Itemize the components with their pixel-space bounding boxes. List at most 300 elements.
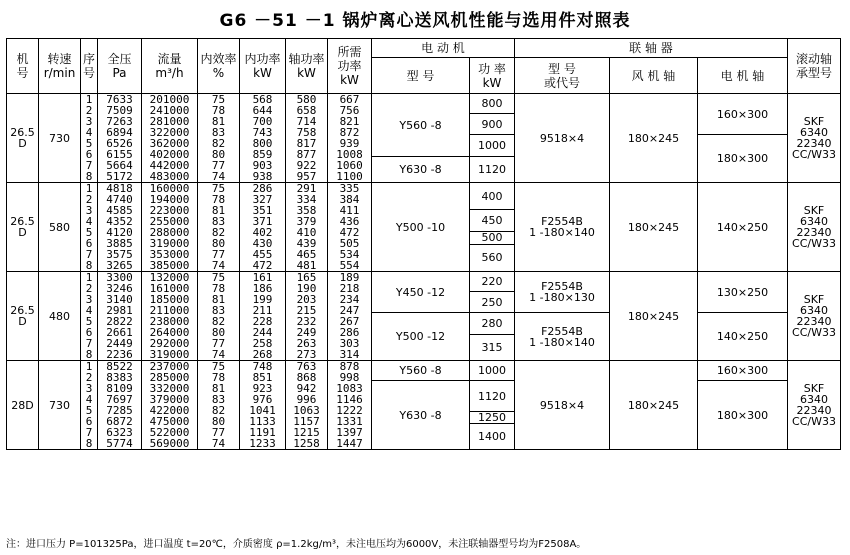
motor-shaft: 140×250 [698, 313, 788, 361]
value-shaft_power: 358 [296, 204, 317, 217]
header-speed: 转速 r/min [39, 39, 81, 94]
value-pressure: 4585 [106, 204, 133, 217]
value-eff: 83 [211, 393, 226, 406]
required-power-list [328, 361, 372, 450]
header-motor-power: 功 率 kW [470, 58, 515, 94]
value-eff: 77 [211, 426, 226, 439]
value-seq: 2 [85, 193, 93, 206]
value-required_power: 303 [339, 337, 360, 350]
value-inner_power: 748 [252, 360, 273, 373]
value-flow: 442000 [149, 159, 190, 172]
value-eff: 77 [211, 337, 226, 350]
value-eff: 82 [211, 137, 226, 150]
motor-power: 280 [470, 313, 515, 335]
value-pressure: 8522 [106, 360, 133, 373]
value-eff: 81 [211, 115, 226, 128]
value-inner_power: 743 [252, 126, 273, 139]
value-seq: 7 [85, 159, 93, 172]
header-motor-shaft: 电 机 轴 [698, 58, 788, 94]
inner-power-list [240, 183, 286, 272]
value-required_power: 872 [339, 126, 360, 139]
value-shaft_power: 334 [296, 193, 317, 206]
motor-power: 900 [470, 114, 515, 135]
machine-no: 26.5 D [7, 272, 39, 361]
header-motor: 电 动 机 [372, 39, 515, 58]
motor-shaft: 140×250 [698, 183, 788, 272]
value-pressure: 3575 [106, 248, 133, 261]
value-flow: 285000 [149, 371, 190, 384]
value-shaft_power: 273 [296, 348, 317, 361]
value-seq: 3 [85, 115, 93, 128]
shaft-power-list [286, 183, 328, 272]
value-required_power: 878 [339, 360, 360, 373]
motor-model: Y630 -8 [372, 157, 470, 183]
value-flow: 288000 [149, 226, 190, 239]
value-seq: 1 [85, 182, 93, 195]
header-inner-power: 内功率 kW [240, 39, 286, 94]
value-pressure: 7263 [106, 115, 133, 128]
value-flow: 264000 [149, 326, 190, 339]
performance-table [6, 38, 841, 450]
pressure-list [98, 272, 142, 361]
motor-shaft: 180×300 [698, 135, 788, 183]
value-flow: 319000 [149, 237, 190, 250]
coupling-model: F2554B 1 -180×140 [515, 183, 610, 272]
motor-model: Y500 -10 [372, 183, 470, 272]
value-pressure: 7509 [106, 104, 133, 117]
value-seq: 8 [85, 437, 93, 450]
value-inner_power: 430 [252, 237, 273, 250]
value-shaft_power: 1157 [293, 415, 320, 428]
value-eff: 78 [211, 104, 226, 117]
motor-power: 400 [470, 183, 515, 210]
eff-list [198, 183, 240, 272]
value-seq: 6 [85, 237, 93, 250]
header-coupling: 联 轴 器 [515, 39, 788, 58]
value-shaft_power: 379 [296, 215, 317, 228]
value-seq: 8 [85, 348, 93, 361]
value-seq: 4 [85, 304, 93, 317]
value-pressure: 2822 [106, 315, 133, 328]
value-shaft_power: 263 [296, 337, 317, 350]
value-shaft_power: 190 [296, 282, 317, 295]
coupling-model: F2554B 1 -180×140 [515, 313, 610, 361]
value-shaft_power: 868 [296, 371, 317, 384]
speed: 730 [39, 94, 81, 183]
value-seq: 4 [85, 215, 93, 228]
motor-shaft: 160×300 [698, 94, 788, 135]
eff-list [198, 272, 240, 361]
inner-power-list [240, 361, 286, 450]
value-inner_power: 351 [252, 204, 273, 217]
value-required_power: 1397 [336, 426, 363, 439]
value-eff: 74 [211, 437, 226, 450]
pressure-list [98, 361, 142, 450]
fan-shaft: 180×245 [610, 361, 698, 450]
flow-list [142, 94, 198, 183]
header-seq: 序 号 [81, 39, 98, 94]
fan-shaft: 180×245 [610, 183, 698, 272]
value-flow: 379000 [149, 393, 190, 406]
value-pressure: 5664 [106, 159, 133, 172]
value-seq: 5 [85, 315, 93, 328]
motor-shaft: 180×300 [698, 381, 788, 450]
value-required_power: 286 [339, 326, 360, 339]
motor-power: 450 [470, 210, 515, 232]
value-flow: 237000 [149, 360, 190, 373]
value-pressure: 3265 [106, 259, 133, 272]
value-seq: 3 [85, 382, 93, 395]
value-eff: 75 [211, 271, 226, 284]
value-seq: 7 [85, 337, 93, 350]
value-seq: 4 [85, 126, 93, 139]
value-inner_power: 472 [252, 259, 273, 272]
motor-power: 220 [470, 272, 515, 292]
shaft-power-list [286, 361, 328, 450]
value-eff: 78 [211, 371, 226, 384]
value-inner_power: 244 [252, 326, 273, 339]
value-pressure: 4740 [106, 193, 133, 206]
value-required_power: 218 [339, 282, 360, 295]
value-pressure: 8383 [106, 371, 133, 384]
value-shaft_power: 232 [296, 315, 317, 328]
value-shaft_power: 1063 [293, 404, 320, 417]
value-flow: 483000 [149, 170, 190, 183]
table-row [7, 361, 841, 381]
value-pressure: 3300 [106, 271, 133, 284]
value-flow: 475000 [149, 415, 190, 428]
bearing-model: SKF 6340 22340 CC/W33 [788, 94, 841, 183]
value-pressure: 2981 [106, 304, 133, 317]
value-shaft_power: 877 [296, 148, 317, 161]
value-flow: 569000 [149, 437, 190, 450]
value-eff: 83 [211, 215, 226, 228]
value-eff: 81 [211, 382, 226, 395]
table-row [7, 94, 841, 114]
header-shaft-power: 轴功率 kW [286, 39, 328, 94]
value-pressure: 6155 [106, 148, 133, 161]
value-shaft_power: 215 [296, 304, 317, 317]
value-flow: 353000 [149, 248, 190, 261]
value-flow: 322000 [149, 126, 190, 139]
motor-power: 1120 [470, 381, 515, 412]
value-required_power: 411 [339, 204, 360, 217]
value-eff: 75 [211, 93, 226, 106]
coupling-model: F2554B 1 -180×130 [515, 272, 610, 313]
value-seq: 1 [85, 93, 93, 106]
value-flow: 161000 [149, 282, 190, 295]
value-required_power: 247 [339, 304, 360, 317]
value-eff: 74 [211, 348, 226, 361]
required-power-list [328, 94, 372, 183]
motor-power: 500 [470, 232, 515, 245]
value-shaft_power: 439 [296, 237, 317, 250]
motor-power: 1000 [470, 135, 515, 157]
value-inner_power: 938 [252, 170, 273, 183]
value-required_power: 998 [339, 371, 360, 384]
value-required_power: 234 [339, 293, 360, 306]
motor-power: 315 [470, 335, 515, 361]
value-shaft_power: 942 [296, 382, 317, 395]
value-inner_power: 1041 [249, 404, 276, 417]
required-power-list [328, 183, 372, 272]
value-seq: 5 [85, 226, 93, 239]
value-required_power: 554 [339, 259, 360, 272]
value-required_power: 1083 [336, 382, 363, 395]
value-required_power: 436 [339, 215, 360, 228]
bearing-model: SKF 6340 22340 CC/W33 [788, 183, 841, 272]
motor-power: 1120 [470, 157, 515, 183]
motor-power: 1400 [470, 424, 515, 450]
value-seq: 7 [85, 248, 93, 261]
value-eff: 81 [211, 204, 226, 217]
value-shaft_power: 291 [296, 182, 317, 195]
value-eff: 77 [211, 248, 226, 261]
value-seq: 3 [85, 293, 93, 306]
value-eff: 75 [211, 360, 226, 373]
value-shaft_power: 1258 [293, 437, 320, 450]
eff-list [198, 361, 240, 450]
motor-power: 1250 [470, 412, 515, 424]
value-inner_power: 455 [252, 248, 273, 261]
speed: 730 [39, 361, 81, 450]
value-shaft_power: 714 [296, 115, 317, 128]
value-shaft_power: 922 [296, 159, 317, 172]
header-machine-no: 机 号 [7, 39, 39, 94]
motor-shaft: 160×300 [698, 361, 788, 381]
value-required_power: 1447 [336, 437, 363, 450]
value-shaft_power: 817 [296, 137, 317, 150]
value-seq: 6 [85, 326, 93, 339]
flow-list [142, 272, 198, 361]
value-seq: 8 [85, 170, 93, 183]
value-required_power: 267 [339, 315, 360, 328]
value-eff: 81 [211, 293, 226, 306]
value-seq: 1 [85, 271, 93, 284]
value-required_power: 1222 [336, 404, 363, 417]
header-required-power: 所需 功率 kW [328, 39, 372, 94]
value-seq: 6 [85, 148, 93, 161]
value-seq: 2 [85, 371, 93, 384]
value-inner_power: 258 [252, 337, 273, 350]
value-shaft_power: 996 [296, 393, 317, 406]
header-pressure: 全压 Pa [98, 39, 142, 94]
value-flow: 332000 [149, 382, 190, 395]
required-power-list [328, 272, 372, 361]
value-inner_power: 161 [252, 271, 273, 284]
value-inner_power: 851 [252, 371, 273, 384]
value-inner_power: 211 [252, 304, 273, 317]
value-shaft_power: 165 [296, 271, 317, 284]
value-inner_power: 644 [252, 104, 273, 117]
value-flow: 522000 [149, 426, 190, 439]
value-shaft_power: 580 [296, 93, 317, 106]
footnote: 注：进口压力 P=101325Pa，进口温度 t=20℃，介质密度 ρ=1.2kg/m³，未注电压均为6000V，未注联轴器型号均为F2508A。 [6, 539, 587, 550]
machine-no: 28D [7, 361, 39, 450]
speed: 580 [39, 183, 81, 272]
value-shaft_power: 203 [296, 293, 317, 306]
motor-power: 560 [470, 244, 515, 271]
value-required_power: 384 [339, 193, 360, 206]
value-pressure: 7285 [106, 404, 133, 417]
motor-power: 1000 [470, 361, 515, 381]
value-eff: 74 [211, 170, 226, 183]
value-inner_power: 903 [252, 159, 273, 172]
value-inner_power: 286 [252, 182, 273, 195]
header-flow: 流量 m³/h [142, 39, 198, 94]
value-pressure: 7633 [106, 93, 133, 106]
value-flow: 201000 [149, 93, 190, 106]
value-seq: 3 [85, 204, 93, 217]
value-pressure: 6894 [106, 126, 133, 139]
value-pressure: 3140 [106, 293, 133, 306]
value-inner_power: 1233 [249, 437, 276, 450]
shaft-power-list [286, 94, 328, 183]
value-shaft_power: 763 [296, 360, 317, 373]
value-required_power: 939 [339, 137, 360, 150]
value-inner_power: 402 [252, 226, 273, 239]
value-inner_power: 976 [252, 393, 273, 406]
seq-list [81, 361, 98, 450]
value-required_power: 314 [339, 348, 360, 361]
value-flow: 211000 [149, 304, 190, 317]
inner-power-list [240, 94, 286, 183]
value-required_power: 1008 [336, 148, 363, 161]
value-seq: 5 [85, 137, 93, 150]
fan-shaft: 180×245 [610, 94, 698, 183]
coupling-model: 9518×4 [515, 94, 610, 183]
value-required_power: 1331 [336, 415, 363, 428]
value-eff: 75 [211, 182, 226, 195]
value-required_power: 505 [339, 237, 360, 250]
value-flow: 238000 [149, 315, 190, 328]
page-title: G6 －51 －1 锅炉离心送风机性能与选用件对照表 [219, 11, 631, 31]
value-required_power: 534 [339, 248, 360, 261]
inner-power-list [240, 272, 286, 361]
value-eff: 74 [211, 259, 226, 272]
value-seq: 8 [85, 259, 93, 272]
motor-model: Y560 -8 [372, 94, 470, 157]
value-pressure: 5774 [106, 437, 133, 450]
value-flow: 223000 [149, 204, 190, 217]
value-eff: 77 [211, 159, 226, 172]
value-pressure: 7697 [106, 393, 133, 406]
value-inner_power: 371 [252, 215, 273, 228]
flow-list [142, 361, 198, 450]
value-seq: 6 [85, 415, 93, 428]
value-flow: 194000 [149, 193, 190, 206]
value-pressure: 6323 [106, 426, 133, 439]
value-pressure: 2661 [106, 326, 133, 339]
value-pressure: 6526 [106, 137, 133, 150]
value-seq: 2 [85, 104, 93, 117]
value-inner_power: 1133 [249, 415, 276, 428]
speed: 480 [39, 272, 81, 361]
eff-list [198, 94, 240, 183]
motor-power: 800 [470, 94, 515, 114]
value-required_power: 189 [339, 271, 360, 284]
value-flow: 185000 [149, 293, 190, 306]
header-motor-model: 型 号 [372, 58, 470, 94]
value-eff: 80 [211, 148, 226, 161]
value-inner_power: 186 [252, 282, 273, 295]
value-pressure: 4352 [106, 215, 133, 228]
coupling-model: 9518×4 [515, 361, 610, 450]
value-flow: 132000 [149, 271, 190, 284]
pressure-list [98, 94, 142, 183]
value-pressure: 8109 [106, 382, 133, 395]
machine-no: 26.5 D [7, 183, 39, 272]
value-seq: 5 [85, 404, 93, 417]
value-seq: 2 [85, 282, 93, 295]
value-inner_power: 268 [252, 348, 273, 361]
value-pressure: 3885 [106, 237, 133, 250]
motor-model: Y630 -8 [372, 381, 470, 450]
shaft-power-list [286, 272, 328, 361]
value-required_power: 335 [339, 182, 360, 195]
value-flow: 319000 [149, 348, 190, 361]
value-eff: 82 [211, 404, 226, 417]
table-row [7, 272, 841, 292]
motor-shaft: 130×250 [698, 272, 788, 313]
pressure-list [98, 183, 142, 272]
value-pressure: 2236 [106, 348, 133, 361]
value-shaft_power: 481 [296, 259, 317, 272]
value-shaft_power: 658 [296, 104, 317, 117]
value-required_power: 1146 [336, 393, 363, 406]
value-inner_power: 800 [252, 137, 273, 150]
value-seq: 1 [85, 360, 93, 373]
value-eff: 83 [211, 304, 226, 317]
value-flow: 241000 [149, 104, 190, 117]
bearing-model: SKF 6340 22340 CC/W33 [788, 272, 841, 361]
value-flow: 281000 [149, 115, 190, 128]
value-shaft_power: 249 [296, 326, 317, 339]
value-eff: 80 [211, 415, 226, 428]
value-flow: 362000 [149, 137, 190, 150]
value-flow: 422000 [149, 404, 190, 417]
seq-list [81, 272, 98, 361]
value-shaft_power: 957 [296, 170, 317, 183]
motor-model: Y450 -12 [372, 272, 470, 313]
value-flow: 255000 [149, 215, 190, 228]
value-required_power: 1060 [336, 159, 363, 172]
value-required_power: 667 [339, 93, 360, 106]
value-eff: 82 [211, 226, 226, 239]
value-pressure: 5172 [106, 170, 133, 183]
header-fan-shaft: 风 机 轴 [610, 58, 698, 94]
bearing-model: SKF 6340 22340 CC/W33 [788, 361, 841, 450]
value-eff: 78 [211, 193, 226, 206]
value-seq: 4 [85, 393, 93, 406]
value-pressure: 2449 [106, 337, 133, 350]
value-seq: 7 [85, 426, 93, 439]
value-flow: 385000 [149, 259, 190, 272]
value-inner_power: 700 [252, 115, 273, 128]
motor-model: Y500 -12 [372, 313, 470, 361]
value-flow: 402000 [149, 148, 190, 161]
value-shaft_power: 465 [296, 248, 317, 261]
value-inner_power: 923 [252, 382, 273, 395]
value-pressure: 4120 [106, 226, 133, 239]
header-coupling-model: 型 号 或代号 [515, 58, 610, 94]
value-required_power: 756 [339, 104, 360, 117]
value-inner_power: 1191 [249, 426, 276, 439]
value-shaft_power: 1215 [293, 426, 320, 439]
flow-list [142, 183, 198, 272]
value-shaft_power: 410 [296, 226, 317, 239]
header-bearing: 滚动轴 承型号 [788, 39, 841, 94]
